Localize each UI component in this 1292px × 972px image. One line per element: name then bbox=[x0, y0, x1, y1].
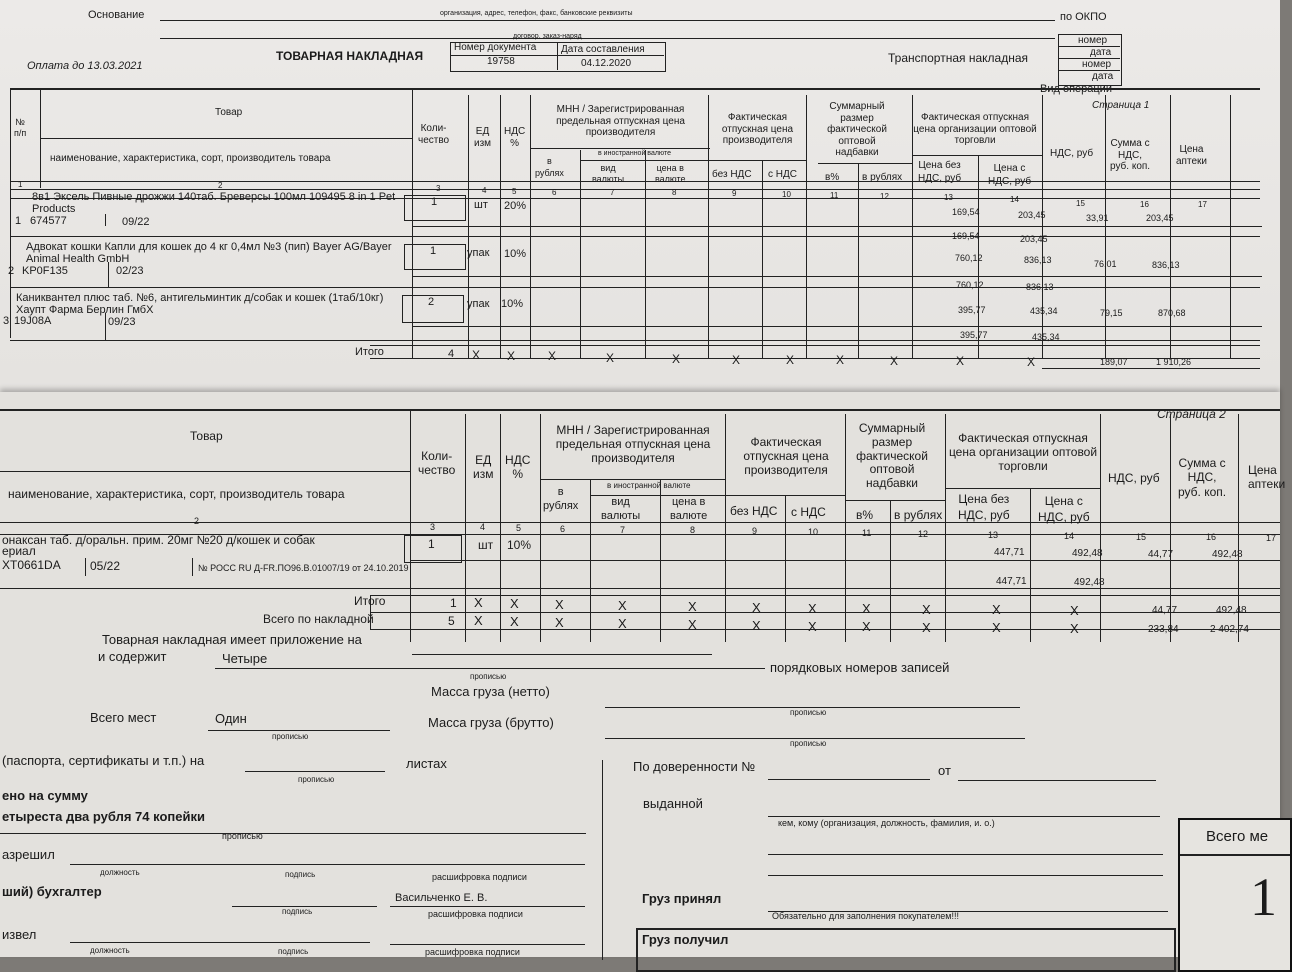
col-price-no-vat-header: Цена без НДС, руб bbox=[918, 160, 962, 184]
row-price-no-vat-2: 169,54 bbox=[952, 231, 980, 241]
col-markup-rub-header: в рублях bbox=[894, 508, 943, 522]
row-expiry: 09/22 bbox=[122, 216, 150, 228]
row-certificate: № РОСС RU Д-FR.ПО96.В.01007/19 от 24.10.2019 bbox=[198, 563, 409, 573]
colnum: 11 bbox=[830, 191, 839, 200]
col-markup-header: Суммарный размер фактической оптовой надбавки bbox=[856, 421, 928, 491]
row-name: Адвокат кошки Капли для кошек до 4 кг 0,4мл №3 (пип) Bayer AG/Bayer Animal Health GmbH bbox=[26, 241, 392, 265]
col-markup-pct-header: в% bbox=[856, 508, 874, 522]
vsego-vat: 233,84 bbox=[1148, 624, 1179, 635]
x-mark: X bbox=[808, 601, 817, 616]
row-qty: 2 bbox=[428, 296, 435, 308]
colnum: 12 bbox=[918, 529, 929, 539]
decode-caption: расшифровка подписи bbox=[428, 909, 523, 919]
x-mark: X bbox=[555, 597, 564, 612]
row-price-vat-2: 492,48 bbox=[1074, 577, 1105, 588]
row-vat-rub: 44,77 bbox=[1148, 549, 1174, 560]
x-mark: X bbox=[688, 617, 697, 632]
row-price-vat-2: 203,45 bbox=[1020, 234, 1048, 244]
colnum: 17 bbox=[1266, 533, 1277, 543]
colnum: 6 bbox=[552, 188, 557, 197]
row-price-no-vat: 447,71 bbox=[994, 547, 1025, 558]
colnum: 6 bbox=[560, 524, 566, 534]
row-price-no-vat-2: 395,77 bbox=[960, 330, 988, 340]
row-series: 19J08A bbox=[14, 315, 52, 327]
places-total-box bbox=[1178, 818, 1292, 972]
x-mark: X bbox=[752, 618, 761, 633]
records-count: Четыре bbox=[222, 651, 268, 666]
x-mark: X bbox=[507, 349, 516, 363]
col-markup-pct-header: в% bbox=[825, 172, 840, 183]
appendix-label: Товарная накладная имеет приложение на bbox=[102, 632, 362, 647]
colnum: 14 bbox=[1064, 531, 1075, 541]
nomer-label: номер bbox=[1078, 35, 1108, 46]
position-caption: должность bbox=[100, 868, 140, 877]
sum-label: ено на сумму bbox=[2, 788, 88, 803]
row-price-vat-2: 836,13 bbox=[1026, 282, 1054, 292]
data2-label: дата bbox=[1092, 71, 1114, 82]
released-label: извел bbox=[2, 927, 37, 942]
row-num: 3 bbox=[3, 315, 10, 327]
col-name-header: наименование, характеристика, сорт, производитель товара bbox=[50, 153, 331, 164]
contains-label: и содержит bbox=[98, 649, 167, 664]
places-value: Один bbox=[215, 711, 247, 726]
row-unit: шт bbox=[474, 199, 488, 211]
x-mark: X bbox=[956, 354, 965, 368]
row-price-no-vat-2: 760,12 bbox=[956, 280, 984, 290]
total-vat-rub: 189,07 bbox=[1100, 357, 1128, 367]
x-mark: X bbox=[732, 353, 741, 367]
x-mark: X bbox=[1070, 603, 1079, 618]
propisyu-caption: прописью bbox=[222, 831, 263, 841]
row-name: онаксан таб. д/оральн. прим. 20мг №20 д/кошек и собак bbox=[2, 533, 315, 547]
x-mark: X bbox=[510, 596, 519, 611]
sheets-label: листах bbox=[406, 756, 447, 771]
vsego-sum: 2 402,74 bbox=[1210, 624, 1249, 635]
col-qty-header: Коли- чество bbox=[418, 123, 450, 146]
colnum: 9 bbox=[752, 526, 758, 536]
row-vat: 10% bbox=[504, 248, 527, 260]
x-mark: X bbox=[862, 601, 871, 616]
x-mark: X bbox=[992, 620, 1001, 635]
row-series: 674577 bbox=[30, 215, 67, 227]
col-markup-header: Суммарный размер фактической оптовой надбавки bbox=[827, 101, 887, 158]
row-vat-rub: 79,15 bbox=[1100, 308, 1123, 318]
row-vat-rub: 76,01 bbox=[1094, 259, 1117, 269]
propisyu-caption: прописью bbox=[298, 775, 335, 784]
row-vat: 20% bbox=[504, 200, 527, 212]
col-no-vat-header: без НДС bbox=[712, 169, 752, 180]
col-no-vat-header: без НДС bbox=[730, 504, 778, 518]
x-mark: X bbox=[992, 602, 1001, 617]
issued-caption: кем, кому (организация, должность, фамилия, и. о.) bbox=[778, 818, 995, 828]
x-mark: X bbox=[1027, 355, 1036, 369]
x-mark: X bbox=[786, 353, 795, 367]
colnum: 13 bbox=[988, 530, 999, 540]
colnum: 12 bbox=[880, 192, 889, 201]
col-with-vat-header: с НДС bbox=[768, 169, 797, 180]
colnum: 10 bbox=[782, 190, 791, 199]
colnum: 7 bbox=[620, 525, 626, 535]
row-price-vat: 836,13 bbox=[1024, 255, 1052, 265]
document-title: ТОВАРНАЯ НАКЛАДНАЯ bbox=[276, 49, 424, 63]
col-foreign-header: в иностранной валюте bbox=[607, 481, 691, 490]
col-wholesale-header: Фактическая отпускная цена организации оптовой торговли bbox=[948, 431, 1098, 473]
x-mark: X bbox=[474, 613, 483, 628]
col-price-vat-header: Цена с НДС, руб bbox=[1038, 494, 1090, 524]
colnum: 8 bbox=[672, 188, 677, 197]
row-price-vat: 435,34 bbox=[1030, 306, 1058, 316]
col-price-no-vat-header: Цена без НДС, руб bbox=[958, 492, 1010, 522]
row-price-no-vat: 760,12 bbox=[955, 253, 983, 263]
row-expiry: 05/22 bbox=[90, 559, 121, 573]
col-vat-header: НДС % bbox=[505, 453, 531, 482]
col-pharmacy-price-header: Цена аптеки bbox=[1176, 144, 1207, 167]
colnum: 7 bbox=[610, 188, 615, 197]
col-sum-header: Сумма с НДС, руб. коп. bbox=[1110, 138, 1151, 172]
x-mark: X bbox=[474, 595, 483, 610]
row-name: 8в1 Эксель Пивные дрожжи 140таб. Бреверсы 100мл 109495 8 in 1 Pet Products bbox=[32, 191, 396, 215]
colnum: 5 bbox=[516, 523, 522, 533]
itogo-qty: 1 bbox=[450, 596, 457, 610]
doc-num-label: Номер документа bbox=[454, 42, 537, 53]
transport-label: Транспортная накладная bbox=[888, 51, 1029, 65]
x-mark: X bbox=[922, 620, 931, 635]
colnum: 2 bbox=[218, 181, 223, 190]
row-price-no-vat: 169,54 bbox=[952, 207, 980, 217]
x-mark: X bbox=[922, 602, 931, 617]
itogo-sum: 492,48 bbox=[1216, 605, 1247, 616]
places-label: Всего мест bbox=[90, 710, 157, 725]
net-weight-label: Масса груза (нетто) bbox=[431, 684, 550, 699]
col-with-vat-header: с НДС bbox=[791, 505, 826, 519]
propisyu-caption: прописью bbox=[790, 739, 827, 748]
decode-caption: расшифровка подписи bbox=[432, 872, 527, 882]
vsego-label: Всего по накладной bbox=[263, 612, 374, 626]
x-mark: X bbox=[808, 619, 817, 634]
colnum: 15 bbox=[1136, 532, 1147, 542]
row-price-vat: 203,45 bbox=[1018, 210, 1046, 220]
x-mark: X bbox=[862, 619, 871, 634]
col-price-vat-header: Цена с НДС, руб bbox=[988, 163, 1032, 187]
propisyu-caption: прописью bbox=[272, 732, 309, 741]
row-sum: 870,68 bbox=[1158, 308, 1186, 318]
sum-in-words: етыреста два рубля 74 копейки bbox=[2, 809, 205, 824]
col-sum-header: Сумма с НДС, руб. коп. bbox=[1178, 456, 1227, 499]
row-expiry: 02/23 bbox=[116, 265, 144, 277]
dogovor-caption: договор, заказ-наряд bbox=[513, 33, 582, 40]
row-price-vat: 492,48 bbox=[1072, 548, 1103, 559]
position-caption: должность bbox=[90, 946, 130, 955]
vsego-qty: 5 bbox=[448, 614, 455, 628]
colnum: 11 bbox=[862, 528, 872, 538]
row-name: Каниквантел плюс таб. №6, антигельминтик д/собак и кошек (1таб/10кг) Хаупт Фарма Берлин ГмбХ bbox=[16, 292, 384, 316]
row-name-2: ериал bbox=[2, 544, 36, 558]
x-mark: X bbox=[672, 352, 681, 366]
itogo-vat: 44,77 bbox=[1152, 605, 1178, 616]
colnum: 4 bbox=[482, 186, 487, 195]
signature-caption: подпись bbox=[278, 947, 309, 956]
buyer-required-note: Обязательно для заполнения покупателем!!! bbox=[772, 911, 959, 921]
colnum: 16 bbox=[1206, 532, 1217, 542]
row-num: 2 bbox=[8, 265, 15, 277]
row-series: XT0661DA bbox=[2, 558, 61, 572]
accountant-name: Васильченко Е. В. bbox=[395, 892, 488, 904]
col-mnn-header: МНН / Зарегистрированная предельная отпускная цена производителя bbox=[556, 104, 685, 138]
col-goods-header: Товар bbox=[215, 107, 243, 118]
row-qty: 1 bbox=[430, 245, 437, 257]
col-mnn-header: МНН / Зарегистрированная предельная отпускная цена производителя bbox=[555, 423, 711, 465]
total-label: Итого bbox=[355, 346, 384, 358]
x-mark: X bbox=[548, 349, 557, 363]
colnum: 14 bbox=[1010, 195, 1019, 204]
row-price-no-vat-2: 447,71 bbox=[996, 576, 1027, 587]
doc-date: 04.12.2020 bbox=[581, 58, 632, 69]
doc-number: 19758 bbox=[487, 56, 515, 67]
org-caption: организация, адрес, телефон, факс, банковские реквизиты bbox=[440, 10, 633, 17]
colnum: 5 bbox=[512, 187, 517, 196]
cargo-accepted-label: Груз принял bbox=[642, 891, 722, 906]
payment-due: Оплата до 13.03.2021 bbox=[27, 60, 143, 72]
power-of-attorney-label: По доверенности № bbox=[633, 759, 756, 774]
col-currency-price-header: цена в валюте bbox=[655, 163, 686, 184]
issued-label: выданной bbox=[643, 796, 703, 811]
colnum: 2 bbox=[194, 516, 200, 526]
row-vat: 10% bbox=[501, 298, 524, 310]
col-vat-rub-header: НДС, руб bbox=[1108, 471, 1160, 485]
row-qty: 1 bbox=[428, 537, 435, 551]
total-qty: 4 bbox=[448, 348, 455, 360]
cargo-received-label: Груз получил bbox=[642, 932, 729, 947]
places-total-value: 1 bbox=[1250, 867, 1277, 927]
row-expiry: 09/23 bbox=[108, 316, 136, 328]
decode-caption: расшифровка подписи bbox=[425, 947, 520, 957]
propisyu-caption: прописью bbox=[470, 672, 507, 681]
row-qty: 1 bbox=[431, 196, 438, 208]
row-vat-rub: 33,91 bbox=[1086, 213, 1109, 223]
nomer2-label: номер bbox=[1082, 59, 1112, 70]
x-mark: X bbox=[618, 598, 627, 613]
col-vat-rub-header: НДС, руб bbox=[1050, 148, 1094, 159]
data-label: дата bbox=[1090, 47, 1112, 58]
colnum: 10 bbox=[808, 527, 819, 537]
row-unit: упак bbox=[467, 247, 490, 259]
total-sum: 1 910,26 bbox=[1156, 357, 1192, 367]
page-2-number: Страница 2 bbox=[1157, 407, 1226, 421]
colnum: 17 bbox=[1198, 200, 1207, 209]
approved-label: азрешил bbox=[2, 847, 55, 862]
x-mark: X bbox=[752, 600, 761, 615]
osnovanie-label: Основание bbox=[88, 9, 145, 21]
accountant-label: ший) бухгалтер bbox=[2, 884, 102, 899]
page-1-number: Страница 1 bbox=[1092, 100, 1150, 111]
x-mark: X bbox=[688, 599, 697, 614]
colnum: 8 bbox=[690, 525, 696, 535]
col-qty-header: Коли- чество bbox=[418, 449, 456, 478]
colnum: 3 bbox=[430, 522, 436, 532]
x-mark: X bbox=[836, 353, 845, 367]
records-label: порядковых номеров записей bbox=[770, 660, 950, 675]
row-unit: шт bbox=[478, 538, 494, 552]
row-price-no-vat: 395,77 bbox=[958, 305, 986, 315]
x-mark: X bbox=[606, 351, 615, 365]
colnum: 9 bbox=[732, 189, 737, 198]
col-currency-header: вид валюты bbox=[601, 496, 641, 522]
row-unit: упак bbox=[467, 298, 490, 310]
gross-weight-label: Масса груза (брутто) bbox=[428, 715, 554, 730]
colnum: 15 bbox=[1076, 199, 1085, 208]
colnum: 16 bbox=[1140, 200, 1149, 209]
col-wholesale-header: Фактическая отпускная цена организации оптовой торговли bbox=[913, 112, 1037, 146]
x-mark: X bbox=[890, 354, 899, 368]
col-markup-rub-header: в рублях bbox=[862, 172, 903, 183]
row-sum: 492,48 bbox=[1212, 549, 1243, 560]
col-pharmacy-price-header: Цена аптеки bbox=[1248, 463, 1286, 492]
col-num-header: № п/п bbox=[14, 117, 27, 138]
docs-label: (паспорта, сертификаты и т.п.) на bbox=[2, 753, 205, 768]
row-vat: 10% bbox=[507, 538, 532, 552]
vid-operacii-label: Вид операции bbox=[1040, 83, 1112, 95]
x-mark: X bbox=[472, 348, 481, 362]
signature-caption: подпись bbox=[282, 907, 313, 916]
col-vat-header: НДС % bbox=[504, 126, 526, 149]
doc-date-label: Дата составления bbox=[561, 44, 645, 55]
from-label: от bbox=[938, 763, 951, 778]
propisyu-caption: прописью bbox=[790, 708, 827, 717]
col-currency-header: вид валюты bbox=[592, 163, 625, 184]
col-unit-header: ЕД изм bbox=[474, 126, 492, 149]
colnum: 13 bbox=[944, 193, 953, 202]
col-goods-header: Товар bbox=[190, 429, 223, 443]
colnum: 1 bbox=[18, 180, 23, 189]
col-foreign-header: в иностранной валюте bbox=[598, 150, 672, 157]
row-series: KP0F135 bbox=[22, 265, 68, 277]
x-mark: X bbox=[1070, 621, 1079, 636]
col-fact-price-header: Фактическая отпускная цена производителя bbox=[721, 112, 794, 146]
x-mark: X bbox=[510, 614, 519, 629]
row-sum: 836,13 bbox=[1152, 260, 1180, 270]
x-mark: X bbox=[555, 615, 564, 630]
colnum: 3 bbox=[436, 184, 441, 193]
row-sum: 203,45 bbox=[1146, 213, 1174, 223]
po-okpo-label: по ОКПО bbox=[1060, 11, 1107, 23]
x-mark: X bbox=[618, 616, 627, 631]
invoice-page-2 bbox=[0, 392, 1286, 957]
col-rub-header: в рублях bbox=[535, 156, 564, 178]
itogo-label: Итого bbox=[354, 594, 386, 608]
row-price-vat-2: 435,34 bbox=[1032, 332, 1060, 342]
col-rub-header: в рублях bbox=[543, 486, 579, 513]
col-fact-price-header: Фактическая отпускная цена производителя bbox=[743, 435, 829, 477]
places-total-label: Всего ме bbox=[1206, 828, 1269, 845]
signature-caption: подпись bbox=[285, 870, 316, 879]
row-num: 1 bbox=[15, 215, 22, 227]
col-unit-header: ЕД изм bbox=[473, 453, 494, 482]
colnum: 4 bbox=[480, 522, 486, 532]
col-currency-price-header: цена в валюте bbox=[670, 496, 708, 522]
col-name-header: наименование, характеристика, сорт, производитель товара bbox=[8, 487, 345, 501]
